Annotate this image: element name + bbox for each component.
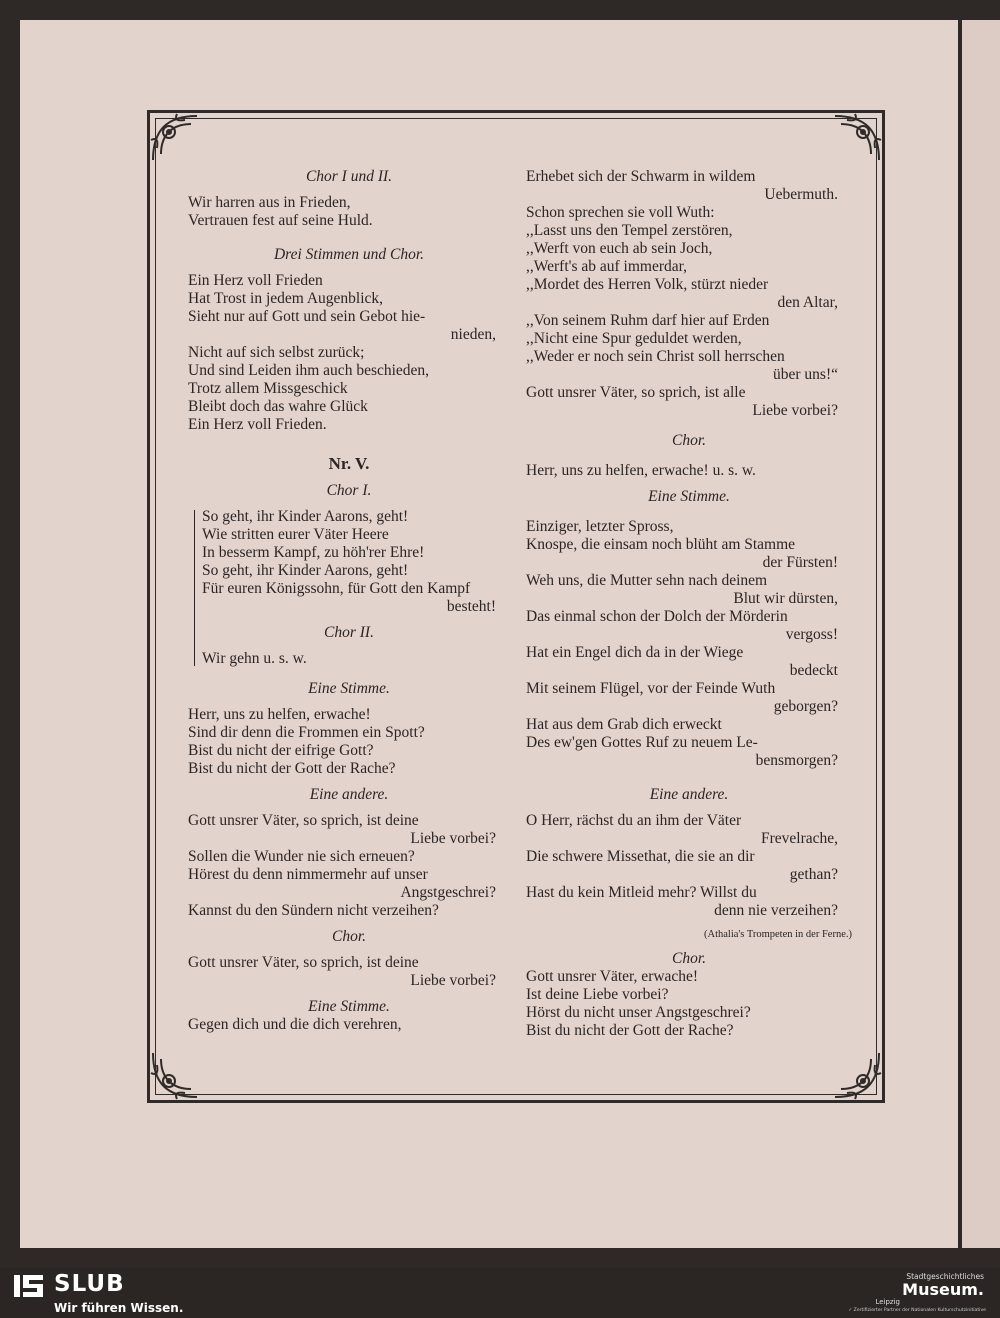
- verse-line: Gegen dich und die dich verehren,: [188, 1016, 402, 1033]
- verse-continuation: Blut wir dürsten,: [733, 590, 838, 607]
- spacer: [188, 920, 510, 928]
- museum-certification: ✓ Zertifizierter Partner der Nationalen Kulturschutzinitiative: [848, 1308, 986, 1313]
- verse-line: Wie stritten eurer Väter Heere: [202, 526, 389, 543]
- verse-line: Hat Trost in jedem Augenblick,: [188, 290, 384, 307]
- verse-line: Das einmal schon der Dolch der Mörderin: [526, 608, 788, 625]
- spacer: [188, 946, 510, 954]
- section-heading: Chor II.: [324, 624, 374, 641]
- museum-name: Museum.: [902, 1280, 984, 1299]
- spacer: [526, 450, 852, 462]
- verse-line: Herr, uns zu helfen, erwache!: [188, 706, 371, 723]
- verse-line: ,,Werft von euch ab sein Joch,: [526, 240, 713, 257]
- verse-line: Bist du nicht der Gott der Rache?: [526, 1022, 734, 1039]
- verse-line: ,,Nicht eine Spur geduldet werden,: [526, 330, 742, 347]
- verse-line: Bist du nicht der eifrige Gott?: [188, 742, 374, 759]
- verse-continuation: über uns!“: [773, 366, 838, 383]
- spacer: [526, 942, 852, 950]
- verse-line: Bleibt doch das wahre Glück: [188, 398, 368, 415]
- slub-logo-icon: [14, 1273, 46, 1299]
- verse-line: Gott unsrer Väter, so sprich, ist deine: [188, 954, 419, 971]
- section-heading: Eine andere.: [649, 786, 729, 803]
- spacer: [188, 434, 510, 454]
- stage-direction: (Athalia's Trompeten in der Ferne.): [704, 929, 852, 940]
- verse-line: Schon sprechen sie voll Wuth:: [526, 204, 715, 221]
- spacer: [188, 616, 510, 624]
- verse-continuation: der Fürsten!: [762, 554, 838, 571]
- spacer: [188, 474, 510, 482]
- section-heading: Chor.: [671, 432, 707, 449]
- section-heading: Eine Stimme.: [308, 998, 390, 1015]
- left-text-column: [188, 168, 510, 1034]
- spacer: [188, 804, 510, 812]
- section-heading: Chor.: [671, 950, 707, 967]
- verse-line: Erhebet sich der Schwarm in wildem: [526, 168, 756, 185]
- verse-line: Herr, uns zu helfen, erwache! u. s. w.: [526, 462, 756, 479]
- verse-line: Sollen die Wunder nie sich erneuen?: [188, 848, 415, 865]
- verse-line: So geht, ihr Kinder Aarons, geht!: [202, 508, 409, 525]
- spacer: [526, 420, 852, 432]
- spacer: [526, 480, 852, 488]
- corner-ornament-top-left: [147, 110, 203, 166]
- verse-continuation: geborgen?: [773, 698, 838, 715]
- spacer: [526, 770, 852, 786]
- corner-ornament-bottom-left: [147, 1047, 203, 1103]
- verse-line: ,,Lasst uns den Tempel zerstören,: [526, 222, 733, 239]
- spacer: [188, 990, 510, 998]
- section-heading: Chor.: [331, 928, 367, 945]
- verse-line: Wir harren aus in Frieden,: [188, 194, 351, 211]
- verse-continuation: Liebe vorbei?: [410, 972, 496, 989]
- corner-ornament-top-right: [829, 110, 885, 166]
- verse-continuation: bensmorgen?: [755, 752, 838, 769]
- verse-line: Hat ein Engel dich da in der Wiege: [526, 644, 744, 661]
- verse-line: In besserm Kampf, zu höh'rer Ehre!: [202, 544, 425, 561]
- verse-line: Und sind Leiden ihm auch beschieden,: [188, 362, 430, 379]
- verse-line: Sind dir denn die Frommen ein Spott?: [188, 724, 425, 741]
- verse-line: O Herr, rächst du an ihm der Väter: [526, 812, 742, 829]
- museum-prefix: Stadtgeschichtliches: [906, 1272, 984, 1281]
- verse-line: Mit seinem Flügel, vor der Feinde Wuth: [526, 680, 776, 697]
- spacer: [526, 804, 852, 812]
- verse-line: Kannst du den Sündern nicht verzeihen?: [188, 902, 439, 919]
- verse-line: Hörst du nicht unser Angstgeschrei?: [526, 1004, 751, 1021]
- section-heading: Eine Stimme.: [308, 680, 390, 697]
- verse-line: Einziger, letzter Spross,: [526, 518, 674, 535]
- spacer: [188, 230, 510, 246]
- verse-line: Nicht auf sich selbst zurück;: [188, 344, 365, 361]
- spacer: [188, 642, 510, 650]
- verse-line: Des ew'gen Gottes Ruf zu neuem Le-: [526, 734, 758, 751]
- verse-continuation: den Altar,: [777, 294, 838, 311]
- verse-line: Vertrauen fest auf seine Huld.: [188, 212, 373, 229]
- verse-line: Ein Herz voll Frieden: [188, 272, 323, 289]
- verse-line: ,,Weder er noch sein Christ soll herrschen: [526, 348, 785, 365]
- verse-line: Knospe, die einsam noch blüht am Stamme: [526, 536, 796, 553]
- section-heading: Eine Stimme.: [648, 488, 730, 505]
- spacer: [188, 500, 510, 508]
- verse-continuation: Liebe vorbei?: [752, 402, 838, 419]
- spacer: [188, 186, 510, 194]
- spacer: [188, 778, 510, 786]
- section-heading: Chor I und II.: [305, 168, 393, 185]
- spacer: [526, 506, 852, 518]
- verse-line: Hast du kein Mitleid mehr? Willst du: [526, 884, 757, 901]
- verse-line: Gott unsrer Väter, erwache!: [526, 968, 699, 985]
- library-name: SLUB: [54, 1271, 125, 1297]
- spacer: [188, 264, 510, 272]
- verse-line: ,,Werft's ab auf immerdar,: [526, 258, 688, 275]
- library-tagline: Wir führen Wissen.: [54, 1301, 184, 1315]
- verse-line: ,,Von seinem Ruhm darf hier auf Erden: [526, 312, 770, 329]
- number-heading: Nr. V.: [328, 454, 370, 473]
- chorus-brace: [194, 510, 195, 666]
- verse-continuation: denn nie verzeihen?: [714, 902, 838, 919]
- verse-line: Hat aus dem Grab dich erweckt: [526, 716, 722, 733]
- verse-continuation: bedeckt: [789, 662, 838, 679]
- verse-line: Ist deine Liebe vorbei?: [526, 986, 669, 1003]
- verse-line: Trotz allem Missgeschick: [188, 380, 348, 397]
- verse-line: Gott unsrer Väter, so sprich, ist deine: [188, 812, 419, 829]
- verse-continuation: gethan?: [789, 866, 838, 883]
- verse-continuation: Frevelrache,: [760, 830, 838, 847]
- spacer: [188, 698, 510, 706]
- verse-continuation: Uebermuth.: [764, 186, 838, 203]
- verse-line: Bist du nicht der Gott der Rache?: [188, 760, 396, 777]
- verse-line: Sieht nur auf Gott und sein Gebot hie-: [188, 308, 426, 325]
- verse-line: ,,Mordet des Herren Volk, stürzt nieder: [526, 276, 769, 293]
- verse-line: Ein Herz voll Frieden.: [188, 416, 327, 433]
- verse-continuation: nieden,: [450, 326, 496, 343]
- verse-line: Wir gehn u. s. w.: [202, 650, 307, 667]
- spacer: [188, 668, 510, 680]
- section-heading: Chor I.: [326, 482, 372, 499]
- verse-line: Hörest du denn nimmermehr auf unser: [188, 866, 428, 883]
- verse-line: Für euren Königssohn, für Gott den Kampf: [202, 580, 471, 597]
- verse-continuation: Angstgeschrei?: [400, 884, 496, 901]
- verse-line: So geht, ihr Kinder Aarons, geht!: [202, 562, 409, 579]
- verse-line: Die schwere Missethat, die sie an dir: [526, 848, 755, 865]
- museum-city: Leipzig: [875, 1298, 900, 1306]
- verse-continuation: besteht!: [446, 598, 496, 615]
- verse-line: Gott unsrer Väter, so sprich, ist alle: [526, 384, 746, 401]
- verse-continuation: Liebe vorbei?: [410, 830, 496, 847]
- verse-line: Weh uns, die Mutter sehn nach deinem: [526, 572, 768, 589]
- right-text-column: [526, 168, 852, 1040]
- verse-continuation: vergoss!: [785, 626, 838, 643]
- spacer: [526, 920, 852, 928]
- section-heading: Eine andere.: [309, 786, 389, 803]
- section-heading: Drei Stimmen und Chor.: [273, 246, 425, 263]
- corner-ornament-bottom-right: [829, 1047, 885, 1103]
- next-page-edge: [962, 20, 1000, 1248]
